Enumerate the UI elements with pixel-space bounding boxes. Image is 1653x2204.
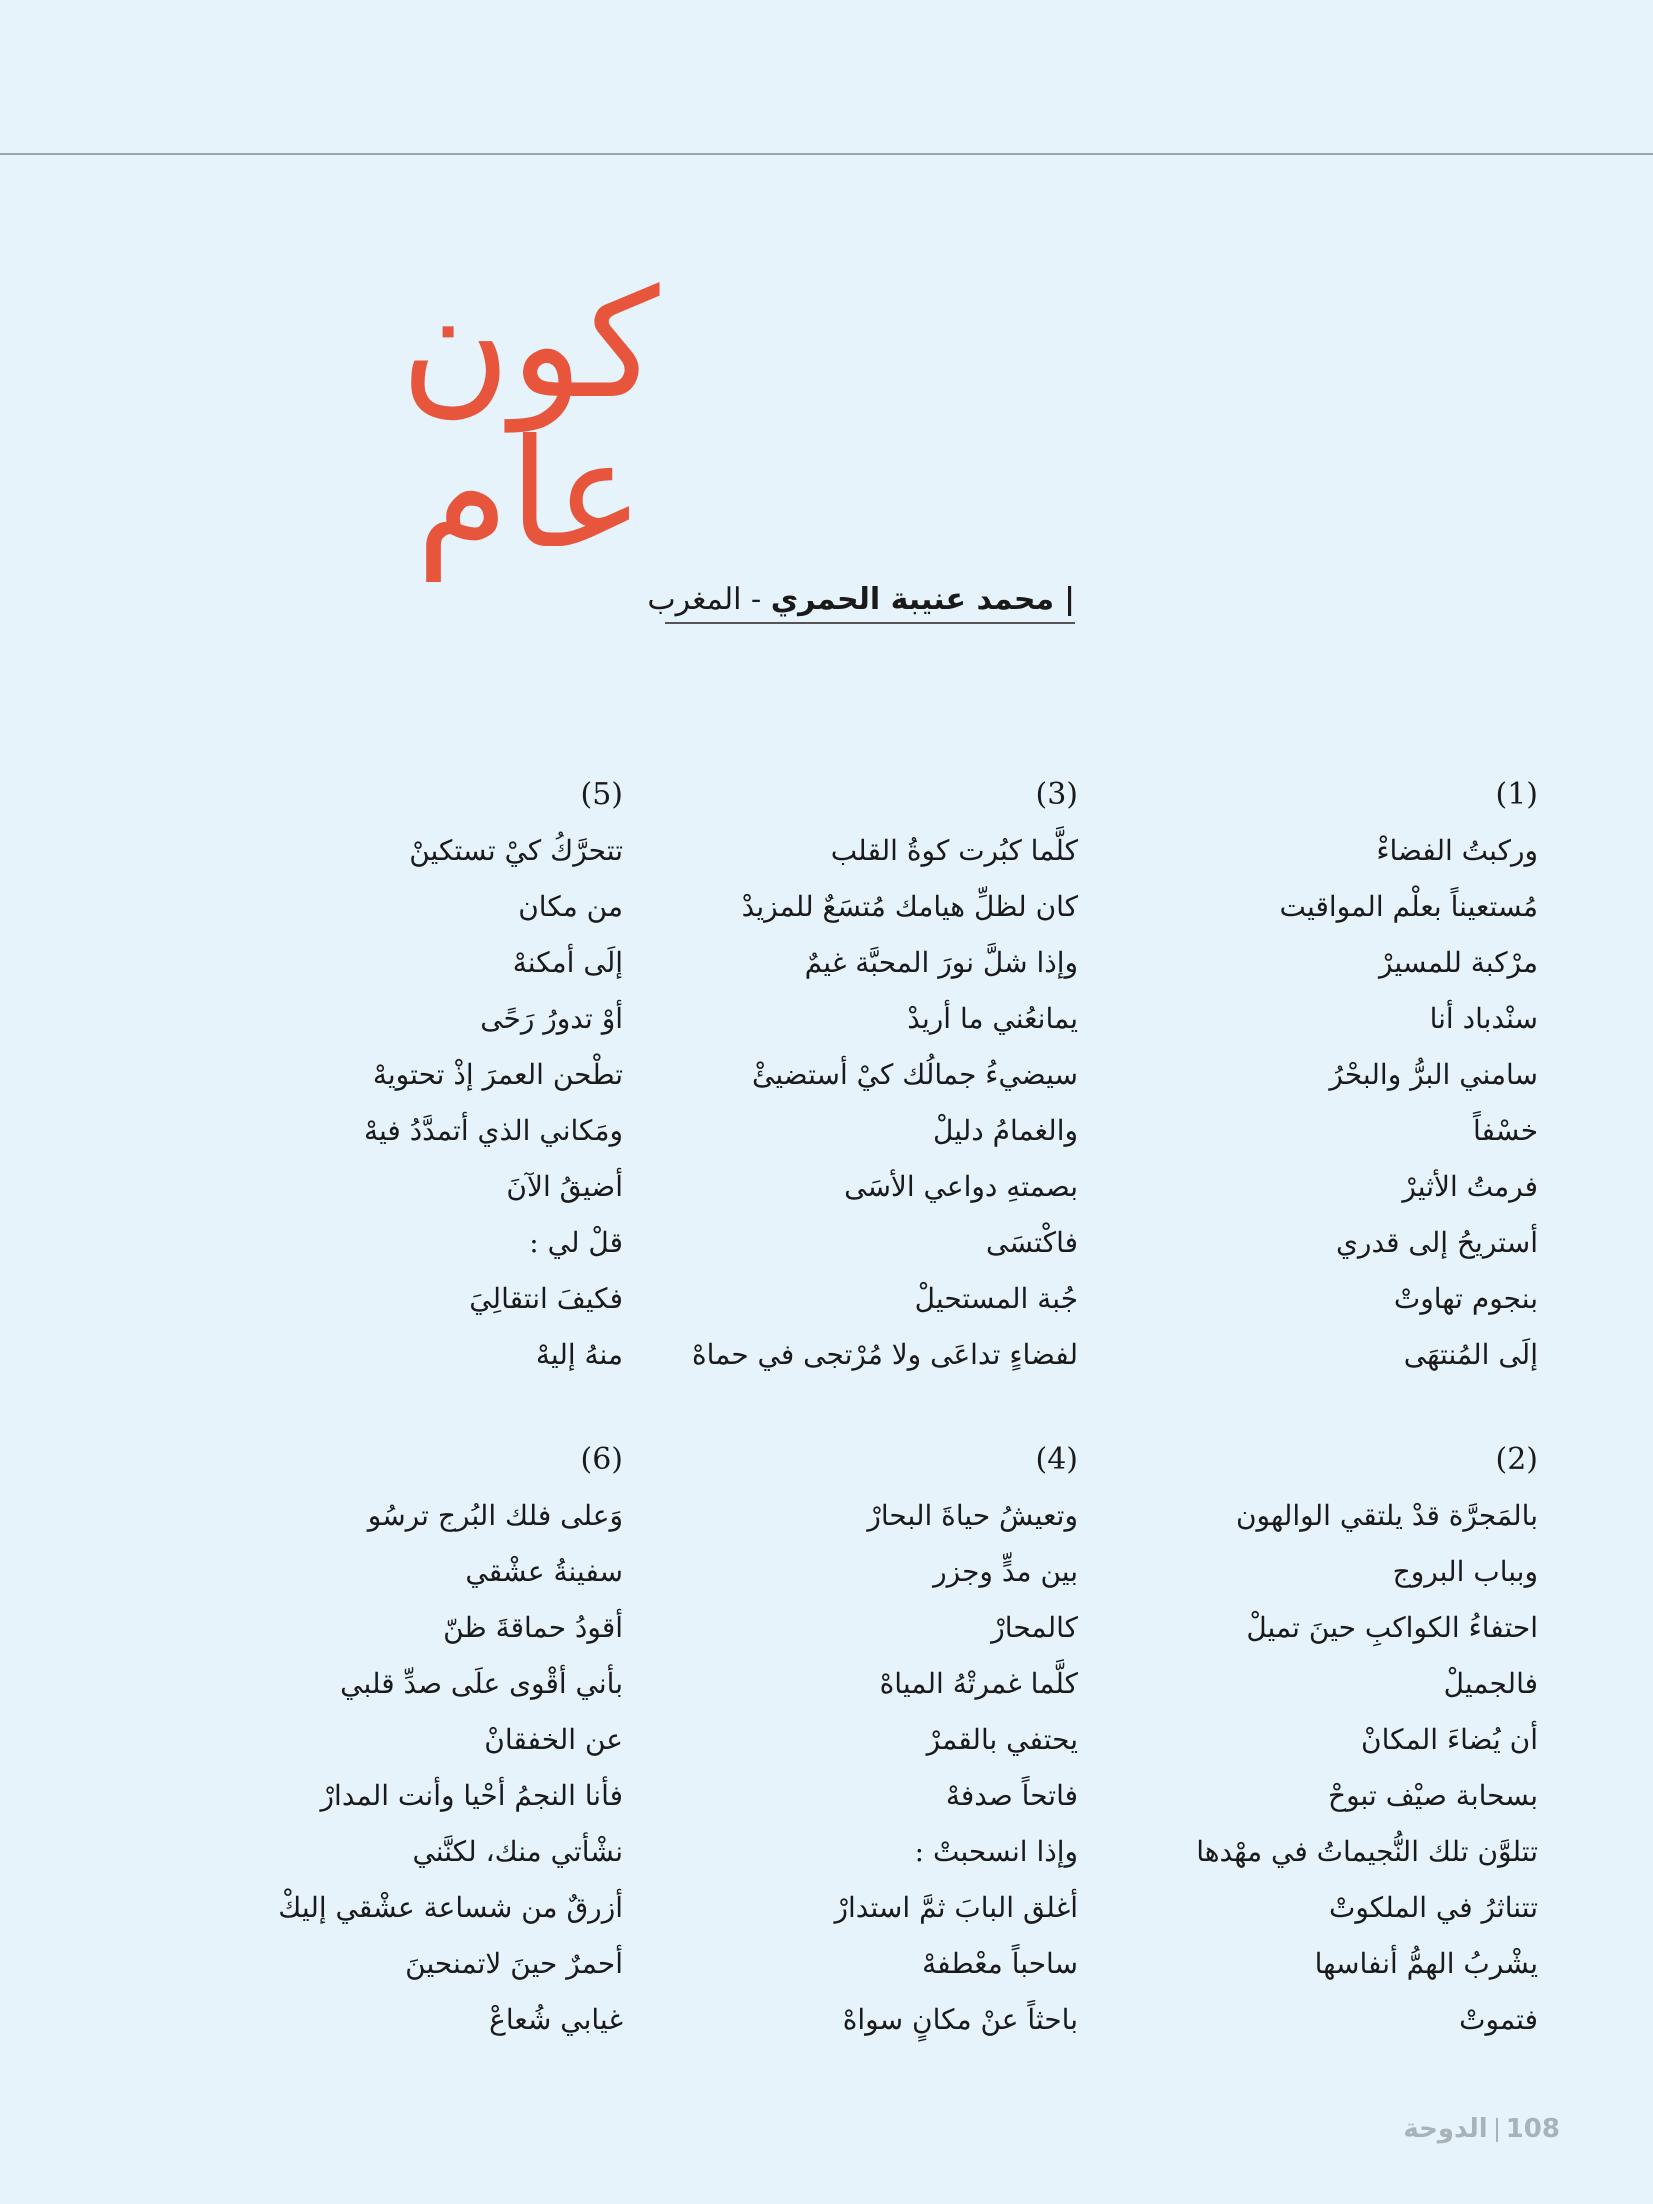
poem-line: يحتفي بالقمرْ xyxy=(926,1723,1078,1756)
poem-line: إلَى المُنتهَى xyxy=(1403,1338,1538,1371)
section-number: (3) xyxy=(1035,777,1078,812)
poem-line: بنجوم تهاوتْ xyxy=(1393,1282,1538,1315)
section-number: (6) xyxy=(580,1442,623,1477)
magazine-name: الدوحة xyxy=(1403,2114,1488,2144)
poem-line: عن الخفقانْ xyxy=(484,1723,623,1756)
poem-line: كان لظلِّ هيامك مُتسَعٌ للمزيدْ xyxy=(741,890,1078,923)
section-number: (4) xyxy=(1035,1442,1078,1477)
poem-line: بسحابة صيْف تبوحْ xyxy=(1328,1779,1538,1812)
poem-line: سنْدباد أنا xyxy=(1429,1002,1538,1035)
poem-line: باحثاً عنْ مكانٍ سواهْ xyxy=(842,2003,1078,2036)
poem-line: أوْ تدورُ رَحًى xyxy=(480,1002,623,1035)
poem-line: تتلوَّن تلك النُّجيماتُ في مهْدها xyxy=(1196,1835,1538,1868)
poem-line: سفينةُ عشْقي xyxy=(465,1555,623,1588)
poem-line: وتعيشُ حياةَ البحارْ xyxy=(867,1499,1078,1532)
poem-line: سيضيءُ جمالُك كيْ أستضيئْ xyxy=(752,1058,1078,1091)
poem-line: فالجميلْ xyxy=(1443,1667,1538,1700)
poem-line: ساحباً معْطفهْ xyxy=(922,1947,1078,1980)
poem-line: يمانعُني ما أريدْ xyxy=(907,1002,1078,1035)
poem-line: فرمتُ الأثيرْ xyxy=(1402,1170,1538,1203)
poem-line: أقودُ حماقةَ ظنّ xyxy=(443,1611,623,1644)
poem-line: وإذا انسحبتْ : xyxy=(914,1835,1078,1868)
section-number: (5) xyxy=(580,777,623,812)
byline xyxy=(647,578,1075,624)
poem-line: أن يُضاءَ المكانْ xyxy=(1361,1723,1538,1756)
footer-divider xyxy=(1496,2118,1498,2142)
poem-line: أضيقُ الآنَ xyxy=(506,1170,623,1203)
poem-line: نشْأتي منك، لكنَّني xyxy=(412,1835,623,1868)
poem-line: مُستعيناً بعلْم المواقيت xyxy=(1279,890,1538,923)
poem-line: أغلق البابَ ثمَّ استدارْ xyxy=(834,1891,1078,1924)
poem-line: أزرقٌ من شساعة عشْقي إليكْ xyxy=(278,1891,623,1924)
poem-line: كلَّما كبُرت كوةُ القلب xyxy=(830,834,1078,867)
poem-line: سامني البرُّ والبحْرُ xyxy=(1329,1058,1538,1091)
poem-line: تتحرَّكُ كيْ تستكينْ xyxy=(409,834,623,867)
poem-line: إلَى أمكنهْ xyxy=(512,946,623,979)
poem-section-5 xyxy=(63,767,623,1383)
poem-line: أحمرٌ حينَ لاتمنحينَ xyxy=(405,1947,623,1980)
poem-line: بصمتهِ دواعي الأسَى xyxy=(844,1170,1078,1203)
poem-line: من مكان xyxy=(518,890,623,923)
poem-line: وَعلى فلك البُرج ترسُو xyxy=(367,1499,623,1532)
byline-author: محمد عنيبة الحمري xyxy=(770,582,1055,617)
poem-line: وركبتُ الفضاءْ xyxy=(1376,834,1538,867)
poem-line: بين مدٍّ وجزر xyxy=(933,1555,1078,1588)
poem-line: بأني أقْوى علَى صدِّ قلبي xyxy=(340,1667,623,1700)
poem-line: لفضاءٍ تداعَى ولا مُرْتجى في حماهْ xyxy=(691,1338,1078,1371)
poem-line: فتموتْ xyxy=(1459,2003,1538,2036)
page-number: 108 xyxy=(1505,2114,1560,2144)
poem-line: فكيفَ انتقالِيَ xyxy=(469,1282,623,1315)
poem-line: بالمَجرَّة قدْ يلتقي الوالهون xyxy=(1235,1499,1538,1532)
section-number: (1) xyxy=(1495,777,1538,812)
poem-line: كلَّما غمرتْهُ المياهْ xyxy=(879,1667,1078,1700)
poem-line: خسْفاً xyxy=(1473,1114,1538,1147)
poem-line: وإذا شلَّ نورَ المحبَّة غيمٌ xyxy=(804,946,1078,979)
poem-line: احتفاءُ الكواكبِ حينَ تميلْ xyxy=(1246,1611,1538,1644)
poem-line: والغمامُ دليلْ xyxy=(933,1114,1078,1147)
poem-line: جُبة المستحيلْ xyxy=(914,1282,1078,1315)
top-rule xyxy=(0,153,1653,155)
poem-line: قلْ لي : xyxy=(529,1226,623,1259)
section-number: (2) xyxy=(1495,1442,1538,1477)
poem-line: فأنا النجمُ أحْيا وأنت المدارْ xyxy=(320,1779,623,1812)
poem-line: أستريحُ إلى قدري xyxy=(1336,1226,1538,1259)
byline-separator: - xyxy=(741,582,771,617)
poem-line: كالمحارْ xyxy=(991,1611,1078,1644)
poem-title: كون عام xyxy=(400,258,660,582)
poem-line: فاكْتسَى xyxy=(985,1226,1078,1259)
poem-line: تطْحن العمرَ إذْ تحتويهْ xyxy=(372,1058,623,1091)
poem-line: منهُ إليهْ xyxy=(535,1338,623,1371)
byline-country: المغرب xyxy=(647,582,742,617)
poem-line: مرْكبة للمسيرْ xyxy=(1378,946,1538,979)
byline-bar: | xyxy=(1064,582,1075,617)
poem-line: تتناثرُ في الملكوتْ xyxy=(1328,1891,1538,1924)
page-footer xyxy=(1400,2114,1560,2144)
poem-line: فاتحاً صدفهْ xyxy=(945,1779,1078,1812)
poem-line: يشْربُ الهمُّ أنفاسها xyxy=(1314,1947,1538,1980)
poem-line: وبباب البروج xyxy=(1392,1555,1538,1588)
poem-line: غيابي شُعاعْ xyxy=(489,2003,623,2036)
poem-section-6 xyxy=(63,1432,623,2048)
poem-line: ومَكاني الذي أتمدَّدُ فيهْ xyxy=(363,1114,623,1147)
